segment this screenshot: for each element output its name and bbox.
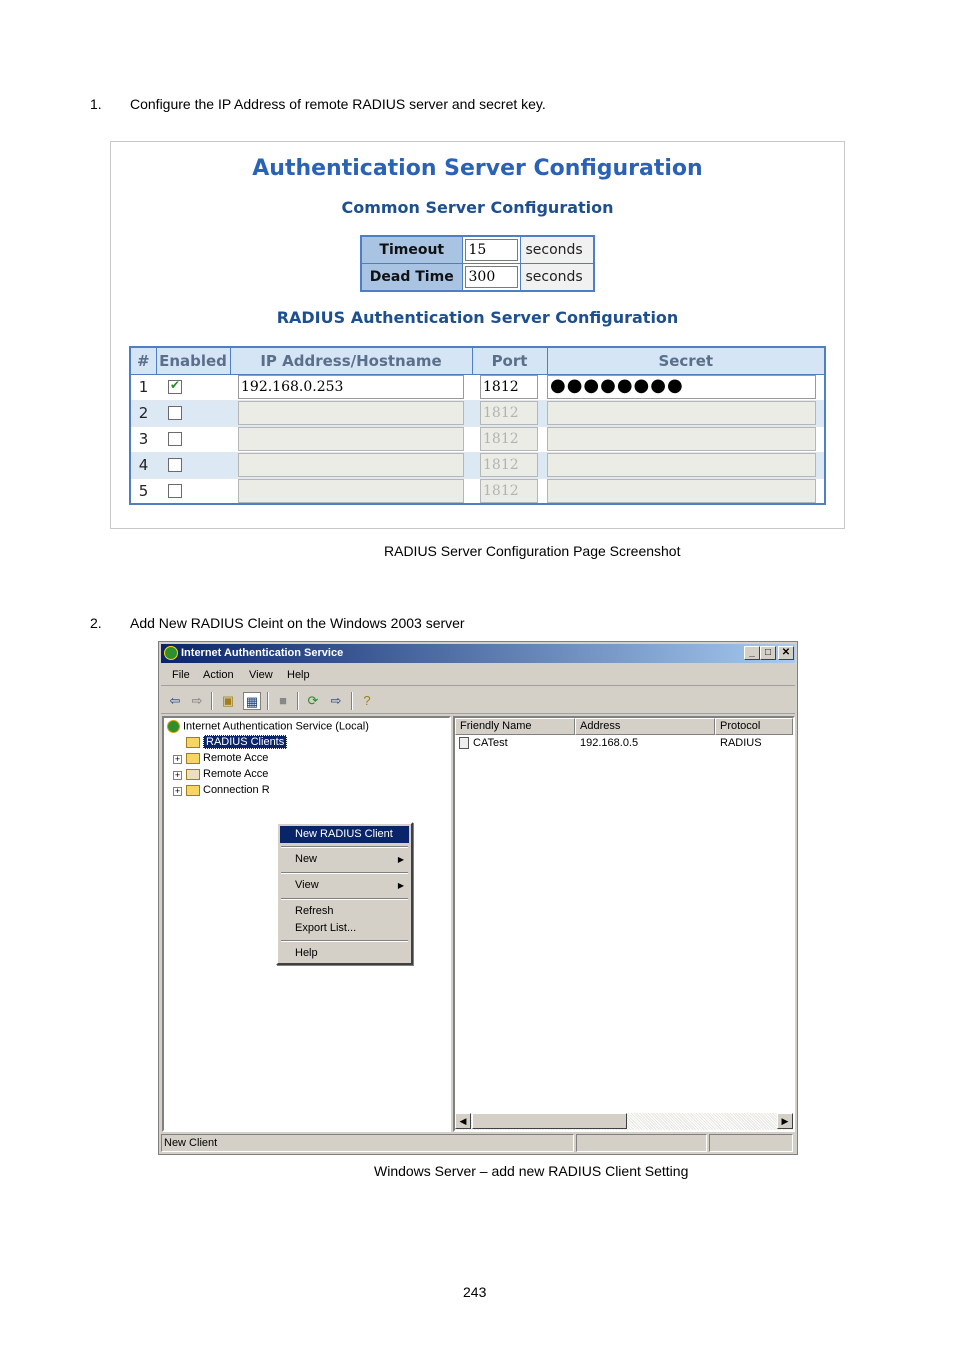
tree-item-label: Remote Acce xyxy=(203,768,269,780)
folder-icon xyxy=(186,753,200,764)
ias-server-icon xyxy=(167,720,180,733)
menu-separator xyxy=(281,898,408,900)
status-bar xyxy=(161,1134,795,1152)
menu-item-label: Refresh xyxy=(295,905,334,917)
menu-item-help[interactable] xyxy=(280,945,409,962)
context-menu xyxy=(276,822,413,965)
tree-pane xyxy=(162,716,451,1132)
client-name: CATest xyxy=(473,737,508,749)
dead-time-unit: seconds xyxy=(520,264,594,292)
tree-item-remote-access-1[interactable] xyxy=(186,752,268,764)
menu-item-label: New xyxy=(295,853,318,865)
menu-item-new-radius-client[interactable] xyxy=(280,826,409,843)
col-header-protocol[interactable]: Protocol xyxy=(715,718,793,735)
tree-root[interactable] xyxy=(167,720,369,733)
show-tree-icon[interactable]: ▦ xyxy=(243,692,261,710)
tree-item-radius-clients[interactable] xyxy=(186,736,287,748)
expand-icon[interactable]: + xyxy=(174,754,181,764)
col-header-number: # xyxy=(130,347,156,374)
figure-2-caption: Windows Server – add new RADIUS Client Setting xyxy=(374,1163,689,1179)
dead-time-input[interactable]: 300 xyxy=(465,266,518,288)
ip-input[interactable]: 192.168.0.253 xyxy=(238,375,464,399)
client-protocol: RADIUS xyxy=(720,737,762,749)
scroll-right-icon[interactable]: ▶ xyxy=(777,1113,793,1129)
toolbar xyxy=(161,688,795,714)
export-icon[interactable]: ⇨ xyxy=(330,693,342,708)
secret-input[interactable] xyxy=(547,479,816,503)
refresh-icon[interactable]: ⟳ xyxy=(307,693,319,708)
enabled-checkbox[interactable] xyxy=(168,458,182,472)
delete-icon[interactable]: ■ xyxy=(279,693,287,708)
port-input[interactable]: 1812 xyxy=(480,401,538,425)
auth-server-config-screenshot xyxy=(110,141,845,529)
toolbar-separator xyxy=(351,692,353,710)
expand-icon[interactable]: + xyxy=(174,770,181,780)
col-header-port: Port xyxy=(472,347,547,374)
enabled-checkbox[interactable] xyxy=(168,432,182,446)
client-address: 192.168.0.5 xyxy=(580,737,639,749)
scroll-left-icon[interactable]: ◀ xyxy=(455,1113,471,1129)
ias-window-screenshot xyxy=(158,641,798,1155)
status-panel xyxy=(576,1134,707,1152)
page-number: 243 xyxy=(463,1284,487,1300)
menu-file[interactable]: File xyxy=(172,669,190,681)
list-pane xyxy=(453,716,795,1132)
step-2-text: Add New RADIUS Cleint on the Windows 2003 server xyxy=(130,615,465,631)
row-number: 5 xyxy=(130,478,156,504)
list-item[interactable] xyxy=(459,737,508,749)
menu-item-view[interactable] xyxy=(280,877,409,894)
ip-input[interactable] xyxy=(238,479,464,503)
secret-input[interactable] xyxy=(547,401,816,425)
timeout-label: Timeout xyxy=(361,236,462,264)
menu-bar xyxy=(161,665,795,686)
window-title: Internet Authentication Service xyxy=(181,647,344,659)
ip-input[interactable] xyxy=(238,427,464,451)
col-header-secret: Secret xyxy=(547,347,825,374)
minimize-button[interactable]: _ xyxy=(744,646,760,660)
menu-view[interactable]: View xyxy=(249,669,273,681)
back-arrow-icon[interactable]: ⇦ xyxy=(169,693,181,708)
enabled-checkbox[interactable] xyxy=(168,484,182,498)
tree-item-label: Connection R xyxy=(203,784,270,796)
secret-input[interactable]: ●●●●●●●● xyxy=(547,375,816,399)
col-header-friendly-name[interactable]: Friendly Name xyxy=(455,718,575,735)
timeout-input[interactable]: 15 xyxy=(465,239,518,261)
help-icon[interactable]: ? xyxy=(363,693,371,708)
menu-item-export-list[interactable] xyxy=(280,920,409,937)
menu-item-label: Export List... xyxy=(295,922,357,934)
radius-config-heading: RADIUS Authentication Server Configuration xyxy=(276,308,679,327)
secret-input[interactable] xyxy=(547,427,816,451)
menu-item-new[interactable] xyxy=(280,851,409,868)
menu-item-refresh[interactable] xyxy=(280,903,409,920)
row-number: 1 xyxy=(130,374,156,400)
col-header-enabled: Enabled xyxy=(156,347,230,374)
expand-icon[interactable]: + xyxy=(174,786,181,796)
ip-input[interactable] xyxy=(238,401,464,425)
submenu-arrow-icon: ▶ xyxy=(397,855,404,864)
port-input[interactable]: 1812 xyxy=(480,479,538,503)
scroll-thumb[interactable] xyxy=(472,1113,627,1129)
dead-time-row xyxy=(361,264,594,292)
col-header-address[interactable]: Address xyxy=(575,718,715,735)
horizontal-scrollbar[interactable] xyxy=(455,1113,793,1130)
row-number: 3 xyxy=(130,426,156,452)
port-input[interactable]: 1812 xyxy=(480,453,538,477)
folder-icon xyxy=(186,737,200,748)
maximize-button[interactable]: □ xyxy=(760,646,776,660)
menu-separator xyxy=(281,872,408,874)
step-1-number: 1. xyxy=(90,96,102,112)
port-input[interactable]: 1812 xyxy=(480,375,538,399)
window-titlebar xyxy=(161,644,795,663)
table-row xyxy=(130,426,825,452)
menu-help[interactable]: Help xyxy=(287,669,310,681)
secret-input[interactable] xyxy=(547,453,816,477)
port-input[interactable]: 1812 xyxy=(480,427,538,451)
row-number: 4 xyxy=(130,452,156,478)
menu-item-label: View xyxy=(295,879,319,891)
timeout-row xyxy=(361,236,594,264)
menu-item-label: Help xyxy=(295,947,318,959)
timeout-unit: seconds xyxy=(520,236,594,264)
table-row xyxy=(130,400,825,426)
tree-item-remote-access-2[interactable] xyxy=(186,768,268,780)
radius-server-table xyxy=(129,346,826,505)
submenu-arrow-icon: ▶ xyxy=(397,881,404,890)
enabled-checkbox[interactable] xyxy=(168,380,182,394)
ias-app-icon xyxy=(164,646,178,660)
menu-separator xyxy=(281,846,408,848)
toolbar-separator xyxy=(211,692,213,710)
close-button[interactable]: ✕ xyxy=(778,646,794,660)
enabled-checkbox[interactable] xyxy=(168,406,182,420)
menu-action[interactable]: Action xyxy=(203,669,234,681)
client-icon xyxy=(459,737,469,749)
table-row xyxy=(130,478,825,504)
common-config-heading: Common Server Configuration xyxy=(341,198,614,217)
step-2-number: 2. xyxy=(90,615,102,631)
row-number: 2 xyxy=(130,400,156,426)
toolbar-separator xyxy=(267,692,269,710)
menu-item-label: New RADIUS Client xyxy=(295,828,393,840)
folder-icon xyxy=(186,785,200,796)
col-header-ip: IP Address/Hostname xyxy=(230,347,472,374)
common-config-table xyxy=(360,235,595,292)
ip-input[interactable] xyxy=(238,453,464,477)
toolbar-separator xyxy=(297,692,299,710)
page-title: Authentication Server Configuration xyxy=(252,156,703,181)
up-folder-icon[interactable]: ▣ xyxy=(221,693,235,708)
table-row xyxy=(130,452,825,478)
tree-item-label: Remote Acce xyxy=(203,752,269,764)
forward-arrow-icon[interactable]: ⇨ xyxy=(191,693,203,708)
tree-root-label: Internet Authentication Service (Local) xyxy=(183,720,369,733)
figure-1-caption: RADIUS Server Configuration Page Screenshot xyxy=(384,543,681,559)
tree-item-connection-request[interactable] xyxy=(186,784,270,796)
status-text: New Client xyxy=(161,1134,574,1152)
step-1-text: Configure the IP Address of remote RADIUS server and secret key. xyxy=(130,96,546,112)
status-panel xyxy=(709,1134,793,1152)
menu-separator xyxy=(281,940,408,942)
tree-item-label: RADIUS Clients xyxy=(203,735,287,749)
table-row xyxy=(130,374,825,400)
policy-icon xyxy=(186,769,200,780)
dead-time-label: Dead Time xyxy=(361,264,462,292)
